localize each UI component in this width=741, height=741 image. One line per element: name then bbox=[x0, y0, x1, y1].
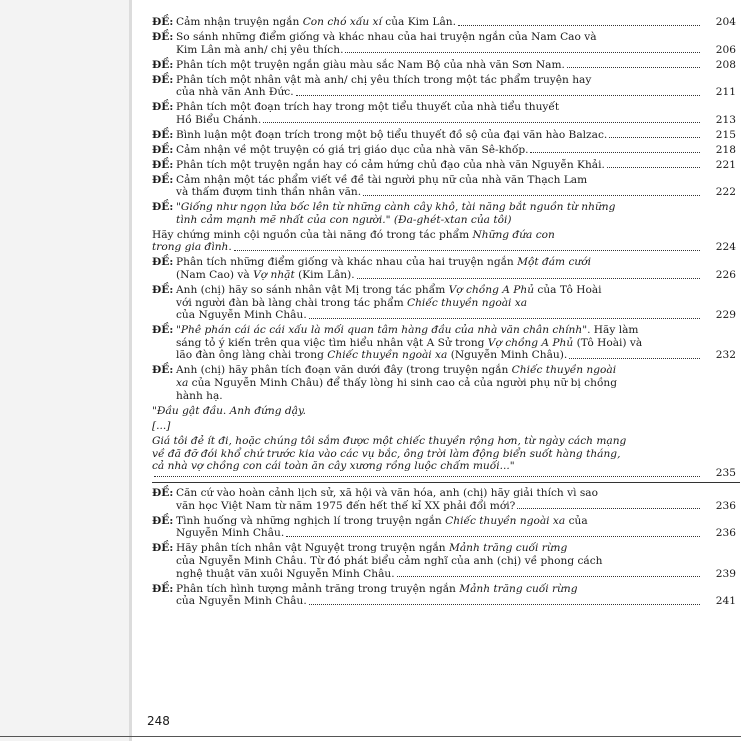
toc-entry[interactable] bbox=[152, 129, 740, 142]
entry-line-text: của nhà văn Anh Đức. bbox=[176, 86, 294, 99]
entry-line: về đã đỡ đói khổ chứ trước kia vào các vụ bắc, ông trời làm động biển suốt hàng tháng, bbox=[152, 447, 621, 460]
toc-entry[interactable] bbox=[152, 74, 740, 99]
entry-label: ĐỀ: bbox=[152, 73, 174, 86]
entry-line bbox=[176, 269, 702, 282]
leader-dots bbox=[309, 595, 700, 605]
toc-entry[interactable] bbox=[152, 229, 740, 254]
entry-line-text: Hồ Biểu Chánh. bbox=[176, 113, 262, 126]
entry-line: Phân tích những điểm giống và khác nhau của hai truyện ngắn Một đám cưới bbox=[176, 256, 591, 269]
leader-dots bbox=[357, 269, 700, 279]
entry-line: hành hạ. bbox=[176, 389, 223, 402]
entry-line-text: của Nguyễn Minh Châu. bbox=[176, 595, 307, 608]
book-page bbox=[132, 0, 741, 741]
entry-text bbox=[176, 515, 740, 540]
entry-text bbox=[176, 129, 740, 142]
entry-line-text: Bình luận một đoạn trích trong một bộ tiểu thuyết đồ sộ của đại văn hào Balzac. bbox=[176, 128, 608, 141]
entry-line: [...] bbox=[152, 420, 171, 433]
entry-line bbox=[176, 309, 702, 322]
entry-page-number: 206 bbox=[715, 43, 736, 56]
entry-line bbox=[176, 44, 702, 57]
leader-dots bbox=[286, 527, 700, 537]
entry-page-number: 226 bbox=[715, 268, 736, 281]
entry-text bbox=[176, 101, 740, 126]
entry-page-number: 222 bbox=[715, 186, 736, 199]
bottom-rule bbox=[0, 736, 741, 737]
entry-text bbox=[176, 284, 740, 322]
entry-line-text: của Nguyễn Minh Châu. bbox=[176, 309, 307, 322]
toc-entry[interactable] bbox=[152, 583, 740, 608]
entry-line: "Đầu gật đầu. Anh đứng dậy. bbox=[152, 405, 306, 418]
entry-line: "Phê phán cái ác cái xấu là mối quan tâm hàng đầu của nhà văn chân chính". Hãy làm bbox=[176, 324, 639, 337]
entry-label: ĐỀ: bbox=[152, 514, 174, 527]
toc-entry[interactable] bbox=[152, 144, 740, 157]
entry-line-text: (Nam Cao) và Vợ nhặt (Kim Lân). bbox=[176, 268, 355, 281]
entry-page-number: 224 bbox=[715, 241, 736, 254]
toc-entry[interactable] bbox=[152, 542, 740, 580]
entry-line-text: Cảm nhận về một truyện có giá trị giáo dục của nhà văn Sê-khốp. bbox=[176, 143, 529, 156]
entry-line: Anh (chị) hãy so sánh nhân vật Mị trong tác phẩm Vợ chồng A Phủ của Tô Hoài bbox=[176, 283, 602, 296]
leader-dots bbox=[458, 16, 700, 26]
entry-label: ĐỀ: bbox=[152, 582, 174, 595]
entry-page-number: 215 bbox=[715, 128, 736, 141]
entry-page-number: 208 bbox=[715, 58, 736, 71]
entry-line: xa của Nguyễn Minh Châu) để thấy lòng hi sinh cao cả của người phụ nữ bị chồng bbox=[176, 376, 618, 389]
entry-page-number: 236 bbox=[715, 499, 736, 512]
entry-line bbox=[176, 500, 702, 513]
entry-page-number: 235 bbox=[715, 467, 736, 480]
leader-dots bbox=[609, 129, 700, 139]
entry-line bbox=[176, 159, 702, 172]
entry-line-text: Kim Lân mà anh/ chị yêu thích. bbox=[176, 43, 344, 56]
leader-dots bbox=[517, 500, 700, 510]
toc-entry[interactable] bbox=[152, 174, 740, 199]
entry-line bbox=[176, 349, 702, 362]
entry-label: ĐỀ: bbox=[152, 542, 174, 555]
toc-entry[interactable] bbox=[152, 101, 740, 126]
entry-line: Căn cứ vào hoàn cảnh lịch sử, xã hội và văn hóa, anh (chị) hãy giải thích vì sao bbox=[176, 487, 598, 500]
entry-page-number: 221 bbox=[715, 158, 736, 171]
entry-text bbox=[176, 174, 740, 199]
entry-text bbox=[176, 256, 740, 281]
leader-dots bbox=[345, 44, 700, 54]
entry-label: ĐỀ: bbox=[152, 487, 174, 500]
entry-line bbox=[176, 568, 702, 581]
leader-dots bbox=[607, 159, 700, 169]
entry-text bbox=[152, 405, 740, 418]
entry-line: So sánh những điểm giống và khác nhau của hai truyện ngắn của Nam Cao và bbox=[176, 30, 597, 43]
toc-entry[interactable] bbox=[152, 467, 740, 480]
toc-entry[interactable] bbox=[152, 159, 740, 172]
entry-line: Giá tôi đẻ ít đi, hoặc chúng tôi sắm được một chiếc thuyền rộng hơn, từ ngày cách mạng bbox=[152, 435, 627, 448]
entry-page-number: 211 bbox=[715, 86, 736, 99]
entry-label: ĐỀ: bbox=[152, 143, 174, 156]
entry-label: ĐỀ: bbox=[152, 364, 174, 377]
entry-line-text: trong gia đình. bbox=[152, 241, 232, 254]
entry-text bbox=[176, 542, 740, 580]
entry-label: ĐỀ: bbox=[152, 30, 174, 43]
entry-page-number: 229 bbox=[715, 309, 736, 322]
entry-label: ĐỀ: bbox=[152, 128, 174, 141]
entry-label: ĐỀ: bbox=[152, 173, 174, 186]
entry-text bbox=[176, 324, 740, 362]
leader-dots bbox=[530, 144, 700, 154]
entry-label: ĐỀ: bbox=[152, 283, 174, 296]
entry-line: Phân tích một nhân vật mà anh/ chị yêu thích trong một tác phẩm truyện hay bbox=[176, 73, 592, 86]
entry-text bbox=[176, 364, 740, 402]
entry-text bbox=[152, 476, 740, 480]
toc-entry[interactable] bbox=[152, 201, 740, 226]
entry-line-text: nghệ thuật văn xuôi Nguyễn Minh Châu. bbox=[176, 567, 395, 580]
toc-entry[interactable] bbox=[152, 405, 740, 418]
entry-page-number: 204 bbox=[715, 16, 736, 28]
entry-page-number: 218 bbox=[715, 143, 736, 156]
toc-entry[interactable] bbox=[152, 256, 740, 281]
entry-line: "Giống như ngọn lửa bốc lên từ những cành cây khô, tài năng bắt nguồn từ những bbox=[176, 201, 616, 214]
entry-line bbox=[176, 114, 702, 127]
entry-label: ĐỀ: bbox=[152, 101, 174, 114]
entry-line: Tình huống và những nghịch lí trong truyện ngắn Chiếc thuyền ngoài xa của bbox=[176, 514, 588, 527]
entry-line: với người đàn bà làng chài trong tác phẩm Chiếc thuyền ngoài xa bbox=[176, 296, 528, 309]
entry-line bbox=[176, 595, 702, 608]
leader-dots bbox=[363, 186, 700, 196]
entry-line bbox=[176, 527, 702, 540]
toc-entry[interactable] bbox=[152, 59, 740, 72]
entry-label: ĐỀ: bbox=[152, 58, 174, 71]
leader-dots bbox=[234, 241, 700, 251]
entry-text bbox=[176, 31, 740, 56]
entry-line: cả nhà vợ chồng con cái toàn ăn cây xương rồng luộc chấm muối..." bbox=[152, 460, 515, 473]
entry-label: ĐỀ: bbox=[152, 158, 174, 171]
entry-text bbox=[152, 435, 740, 473]
entry-text bbox=[152, 229, 740, 254]
entry-line: của Nguyễn Minh Châu. Từ đó phát biểu cảm nghĩ của anh (chị) về phong cách bbox=[176, 554, 603, 567]
toc-entry[interactable] bbox=[152, 420, 740, 433]
toc-entry[interactable] bbox=[152, 31, 740, 56]
leader-dots bbox=[309, 309, 700, 319]
entry-text bbox=[176, 201, 740, 226]
entry-line: Phân tích một đoạn trích hay trong một tiểu thuyết của nhà tiểu thuyết bbox=[176, 101, 560, 114]
leader-dots bbox=[569, 349, 700, 359]
entry-line-text: Nguyễn Minh Châu. bbox=[176, 527, 285, 540]
entry-page-number: 241 bbox=[715, 595, 736, 608]
entry-line-text: lão đàn ông làng chài trong Chiếc thuyền ngoài xa (Nguyễn Minh Châu). bbox=[176, 349, 568, 362]
entry-line bbox=[152, 241, 702, 254]
entry-text bbox=[176, 583, 740, 608]
entry-label: ĐỀ: bbox=[152, 16, 174, 28]
leader-dots bbox=[296, 86, 700, 96]
leader-dots bbox=[567, 59, 700, 69]
entry-label: ĐỀ: bbox=[152, 324, 174, 337]
entry-text bbox=[176, 16, 740, 29]
toc-entry[interactable] bbox=[152, 16, 740, 29]
entry-line: Anh (chị) hãy phân tích đoạn văn dưới đây (trong truyện ngắn Chiếc thuyền ngoài bbox=[176, 364, 617, 377]
toc-entry[interactable] bbox=[152, 364, 740, 402]
table-of-contents bbox=[152, 16, 740, 610]
entry-line: tình cảm mạnh mẽ nhất của con người." (Đa-ghét-xtan của tôi) bbox=[176, 213, 512, 226]
entry-page-number: 232 bbox=[715, 349, 736, 362]
page-number: 248 bbox=[147, 714, 170, 728]
page-gutter bbox=[0, 0, 132, 741]
entry-line bbox=[176, 59, 702, 72]
entry-label: ĐỀ: bbox=[152, 201, 174, 214]
entry-page-number: 213 bbox=[715, 113, 736, 126]
toc-entry[interactable] bbox=[152, 515, 740, 540]
entry-label: ĐỀ: bbox=[152, 256, 174, 269]
entry-line-text: Cảm nhận truyện ngắn Con chó xấu xí của Kim Lân. bbox=[176, 16, 456, 28]
entry-text bbox=[176, 74, 740, 99]
entry-text bbox=[176, 159, 740, 172]
toc-entry[interactable] bbox=[152, 487, 740, 512]
entry-page-number: 239 bbox=[715, 567, 736, 580]
entry-text bbox=[176, 59, 740, 72]
toc-entry[interactable] bbox=[152, 324, 740, 362]
entry-line bbox=[152, 476, 702, 480]
entry-line: Hãy phân tích nhân vật Nguyệt trong truyện ngắn Mảnh trăng cuối rừng bbox=[176, 542, 568, 555]
entry-line bbox=[176, 129, 702, 142]
leader-dots bbox=[397, 568, 700, 578]
toc-entry[interactable] bbox=[152, 284, 740, 322]
section-separator bbox=[152, 482, 740, 483]
entry-line bbox=[176, 186, 702, 199]
entry-line-text: Phân tích một truyện ngắn hay có cảm hứng chủ đạo của nhà văn Nguyễn Khải. bbox=[176, 158, 605, 171]
entry-line-text: và thấm đượm tinh thần nhân văn. bbox=[176, 186, 362, 199]
entry-line bbox=[176, 144, 702, 157]
leader-dots bbox=[154, 476, 700, 477]
entry-line: Phân tích hình tượng mảnh trăng trong truyện ngắn Mảnh trăng cuối rừng bbox=[176, 582, 578, 595]
entry-line: Hãy chứng minh cội nguồn của tài năng đó trong tác phẩm Những đứa con bbox=[152, 228, 555, 241]
entry-text bbox=[152, 420, 740, 433]
entry-line: sáng tỏ ý kiến trên qua việc tìm hiểu nhân vật A Sử trong Vợ chồng A Phủ (Tô Hoài) và bbox=[176, 336, 643, 349]
entry-line: Cảm nhận một tác phẩm viết về đề tài người phụ nữ của nhà văn Thạch Lam bbox=[176, 173, 588, 186]
entry-line bbox=[176, 86, 702, 99]
entry-page-number: 236 bbox=[715, 527, 736, 540]
entry-line-text: văn học Việt Nam từ năm 1975 đến hết thế kỉ XX phải đổi mới? bbox=[176, 499, 516, 512]
leader-dots bbox=[263, 114, 700, 124]
entry-text bbox=[176, 144, 740, 157]
toc-entry[interactable] bbox=[152, 435, 740, 473]
entry-line bbox=[176, 16, 702, 29]
entry-text bbox=[176, 487, 740, 512]
entry-line-text: Phân tích một truyện ngắn giàu màu sắc Nam Bộ của nhà văn Sơn Nam. bbox=[176, 58, 565, 71]
